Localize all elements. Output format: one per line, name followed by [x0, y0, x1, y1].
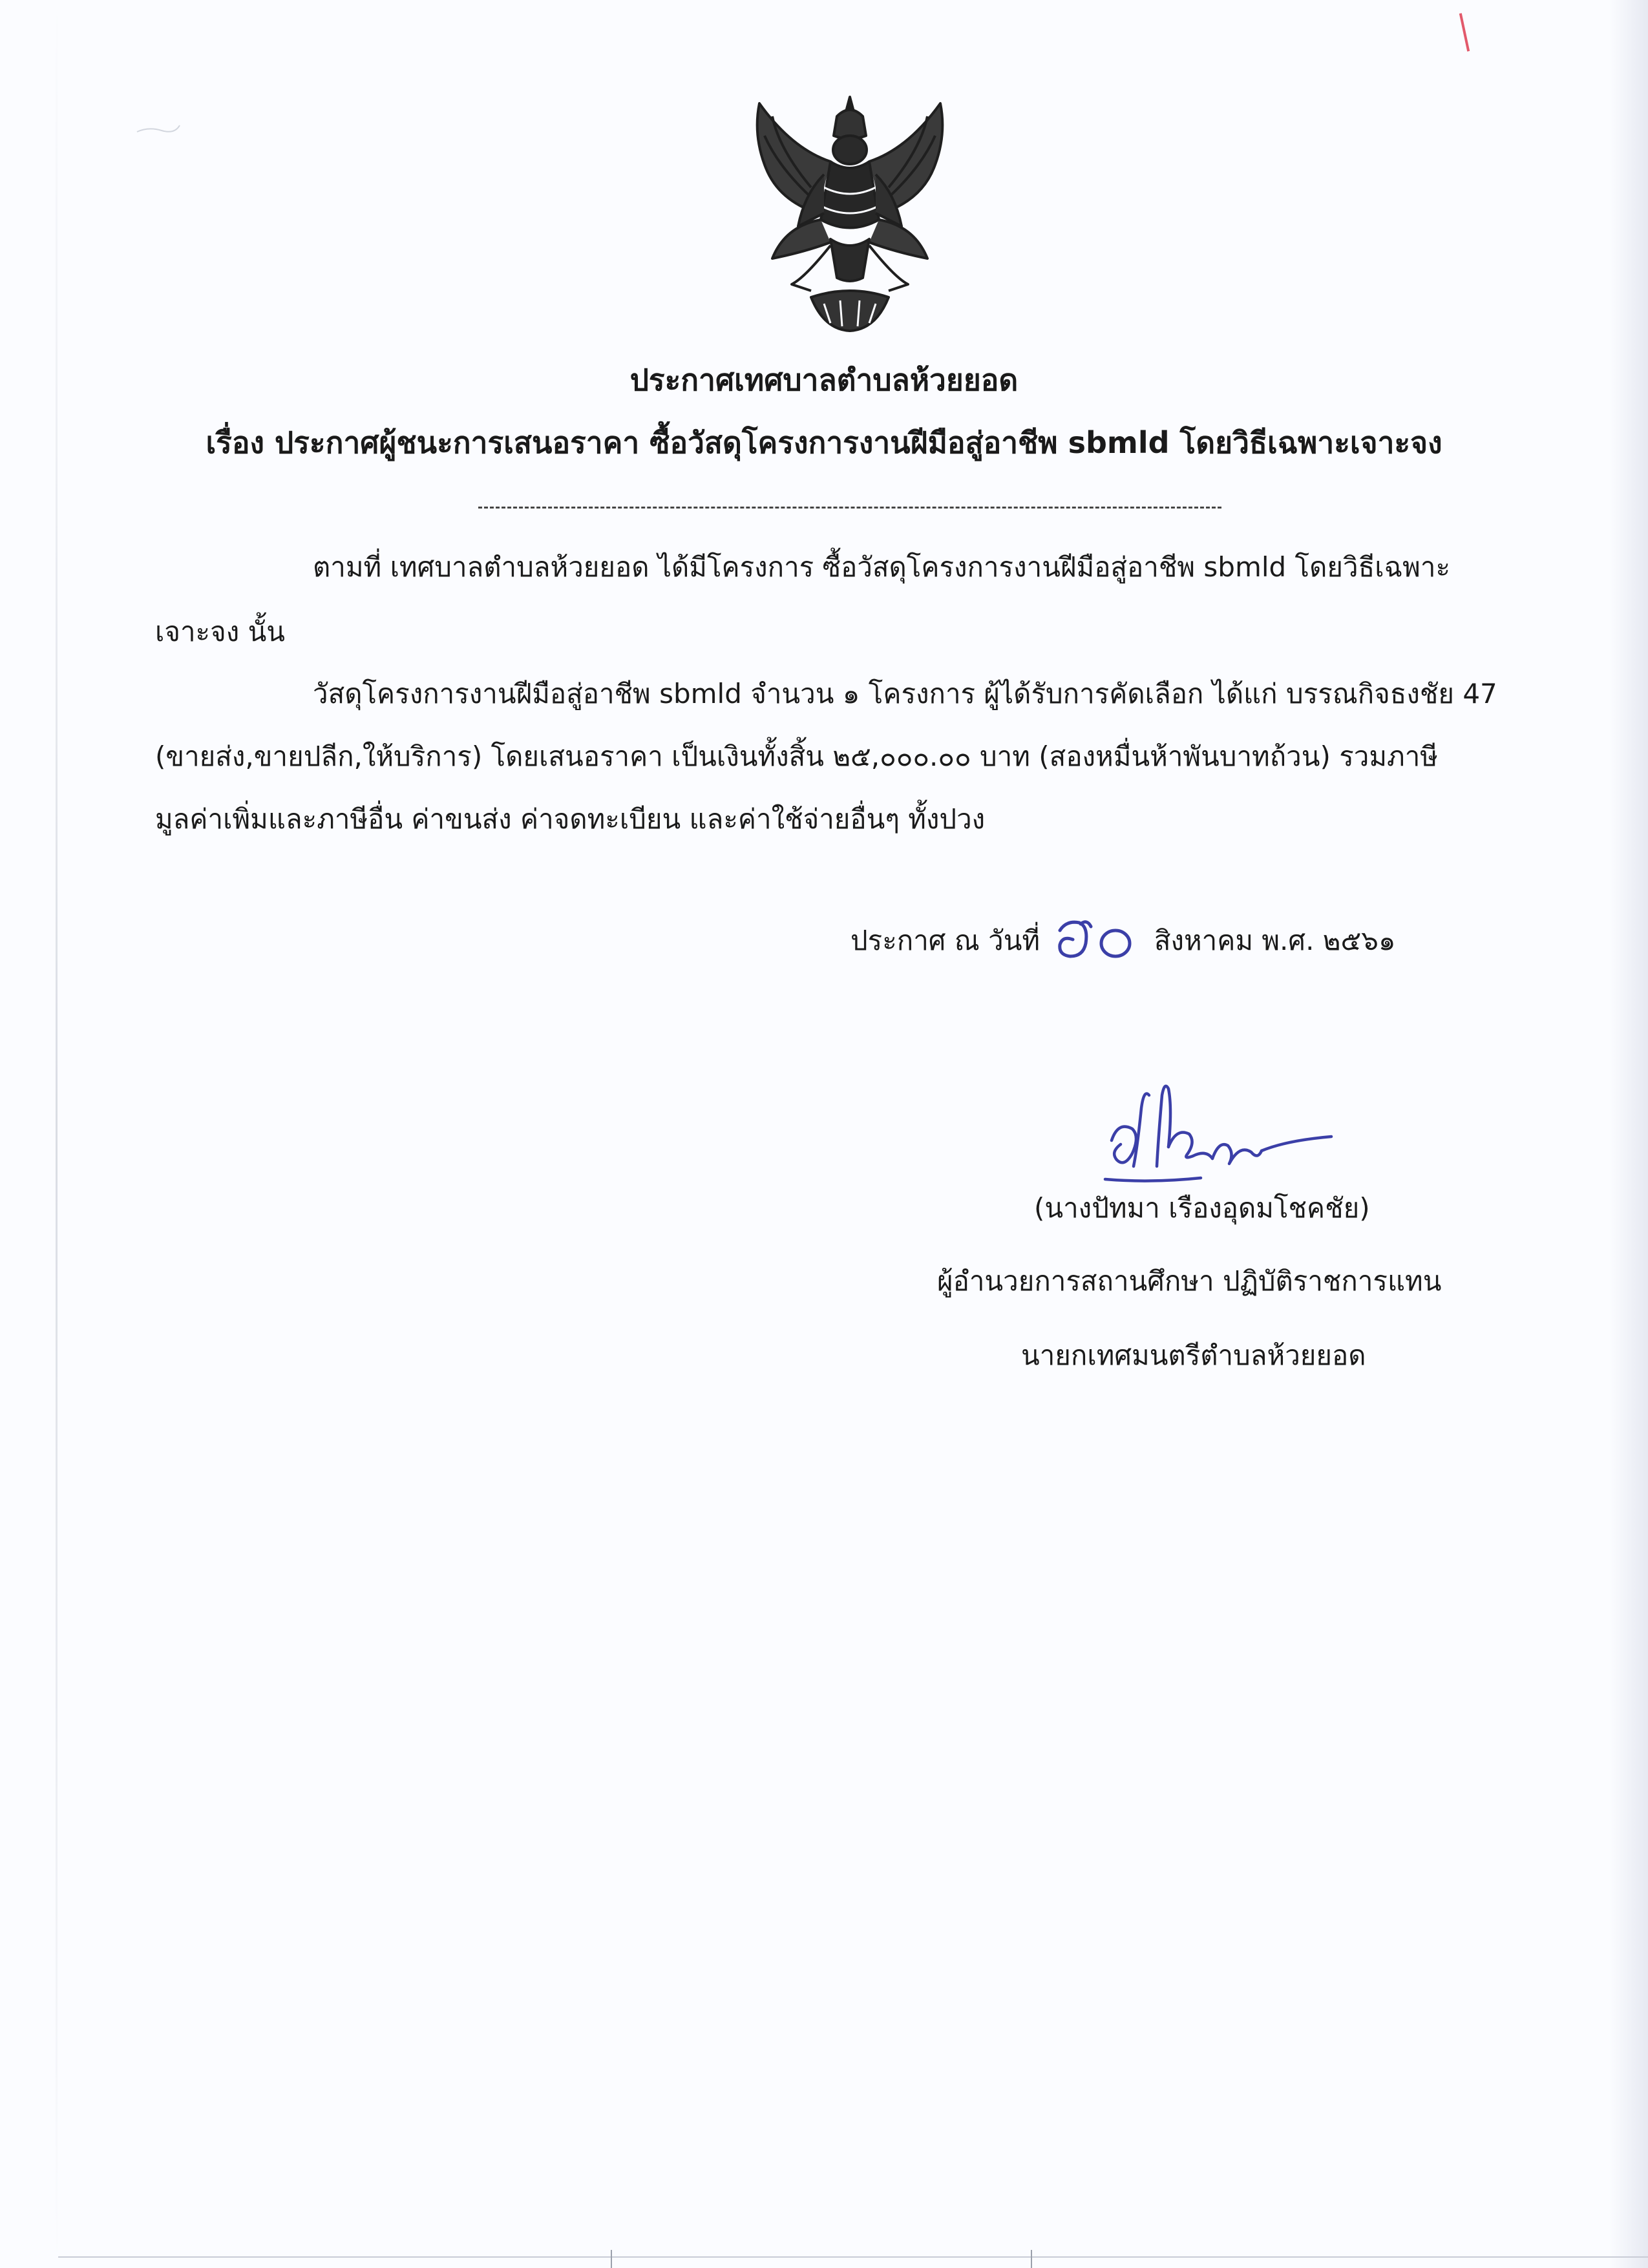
date-day-handwritten — [1048, 923, 1145, 959]
signatory-position-2: นายกเทศมนตรีตำบลห้วยยอด — [1021, 1339, 1366, 1371]
document-title: ประกาศเทศบาลตำบลห้วยยอด — [629, 362, 1019, 397]
date-prefix: ประกาศ ณ วันที่ — [850, 925, 1041, 956]
paragraph-2-line-3: มูลค่าเพิ่มและภาษีอื่น ค่าขนส่ง ค่าจดทะเบียน และค่าใช้จ่ายอื่นๆ ทั้งปวง — [155, 803, 986, 835]
paragraph-2-line-2: (ขายส่ง,ขายปลีก,ให้บริการ) โดยเสนอราคา เป็นเงินทั้งสิ้น ๒๕,๐๐๐.๐๐ บาท (สองหมื่นห้าพันบาทถ้วน) รวมภาษี — [155, 740, 1438, 772]
scan-mark — [1459, 13, 1470, 52]
document-subject: เรื่อง ประกาศผู้ชนะการเสนอราคา ซื้อวัสดุโครงการงานฝีมือสู่อาชีพ sbmld โดยวิธีเฉพาะเจาะจง — [206, 425, 1442, 460]
scan-tick — [1031, 2250, 1032, 2268]
announcement-date — [850, 923, 1396, 959]
header-divider — [478, 507, 1221, 509]
handwritten-signature — [1092, 1069, 1338, 1199]
date-month-year: สิงหาคม พ.ศ. ๒๕๖๑ — [1154, 925, 1396, 956]
signatory-position-1: ผู้อำนวยการสถานศึกษา ปฏิบัติราชการแทน — [937, 1265, 1442, 1297]
garuda-emblem-icon — [734, 90, 966, 336]
scan-tick — [611, 2250, 612, 2268]
scan-edge-shadow-right — [1609, 0, 1648, 2268]
paragraph-1-line-2: เจาะจง นั้น — [155, 616, 285, 647]
paragraph-1-line-1: ตามที่ เทศบาลตำบลห้วยยอด ได้มีโครงการ ซื้อวัสดุโครงการงานฝีมือสู่อาชีพ sbmld โดยวิธีเฉพาะ — [313, 551, 1451, 583]
scan-edge-shadow — [56, 0, 58, 2268]
scan-smudge — [136, 123, 181, 136]
paragraph-2-line-1: วัสดุโครงการงานฝีมือสู่อาชีพ sbmld จำนวน ๑ โครงการ ผู้ได้รับการคัดเลือก ได้แก่ บรรณกิจธงชัย 47 — [313, 678, 1497, 709]
signatory-name: (นางปัทมา เรืองอุดมโชคชัย) — [1034, 1192, 1370, 1224]
scan-bottom-edge — [58, 2256, 1648, 2258]
